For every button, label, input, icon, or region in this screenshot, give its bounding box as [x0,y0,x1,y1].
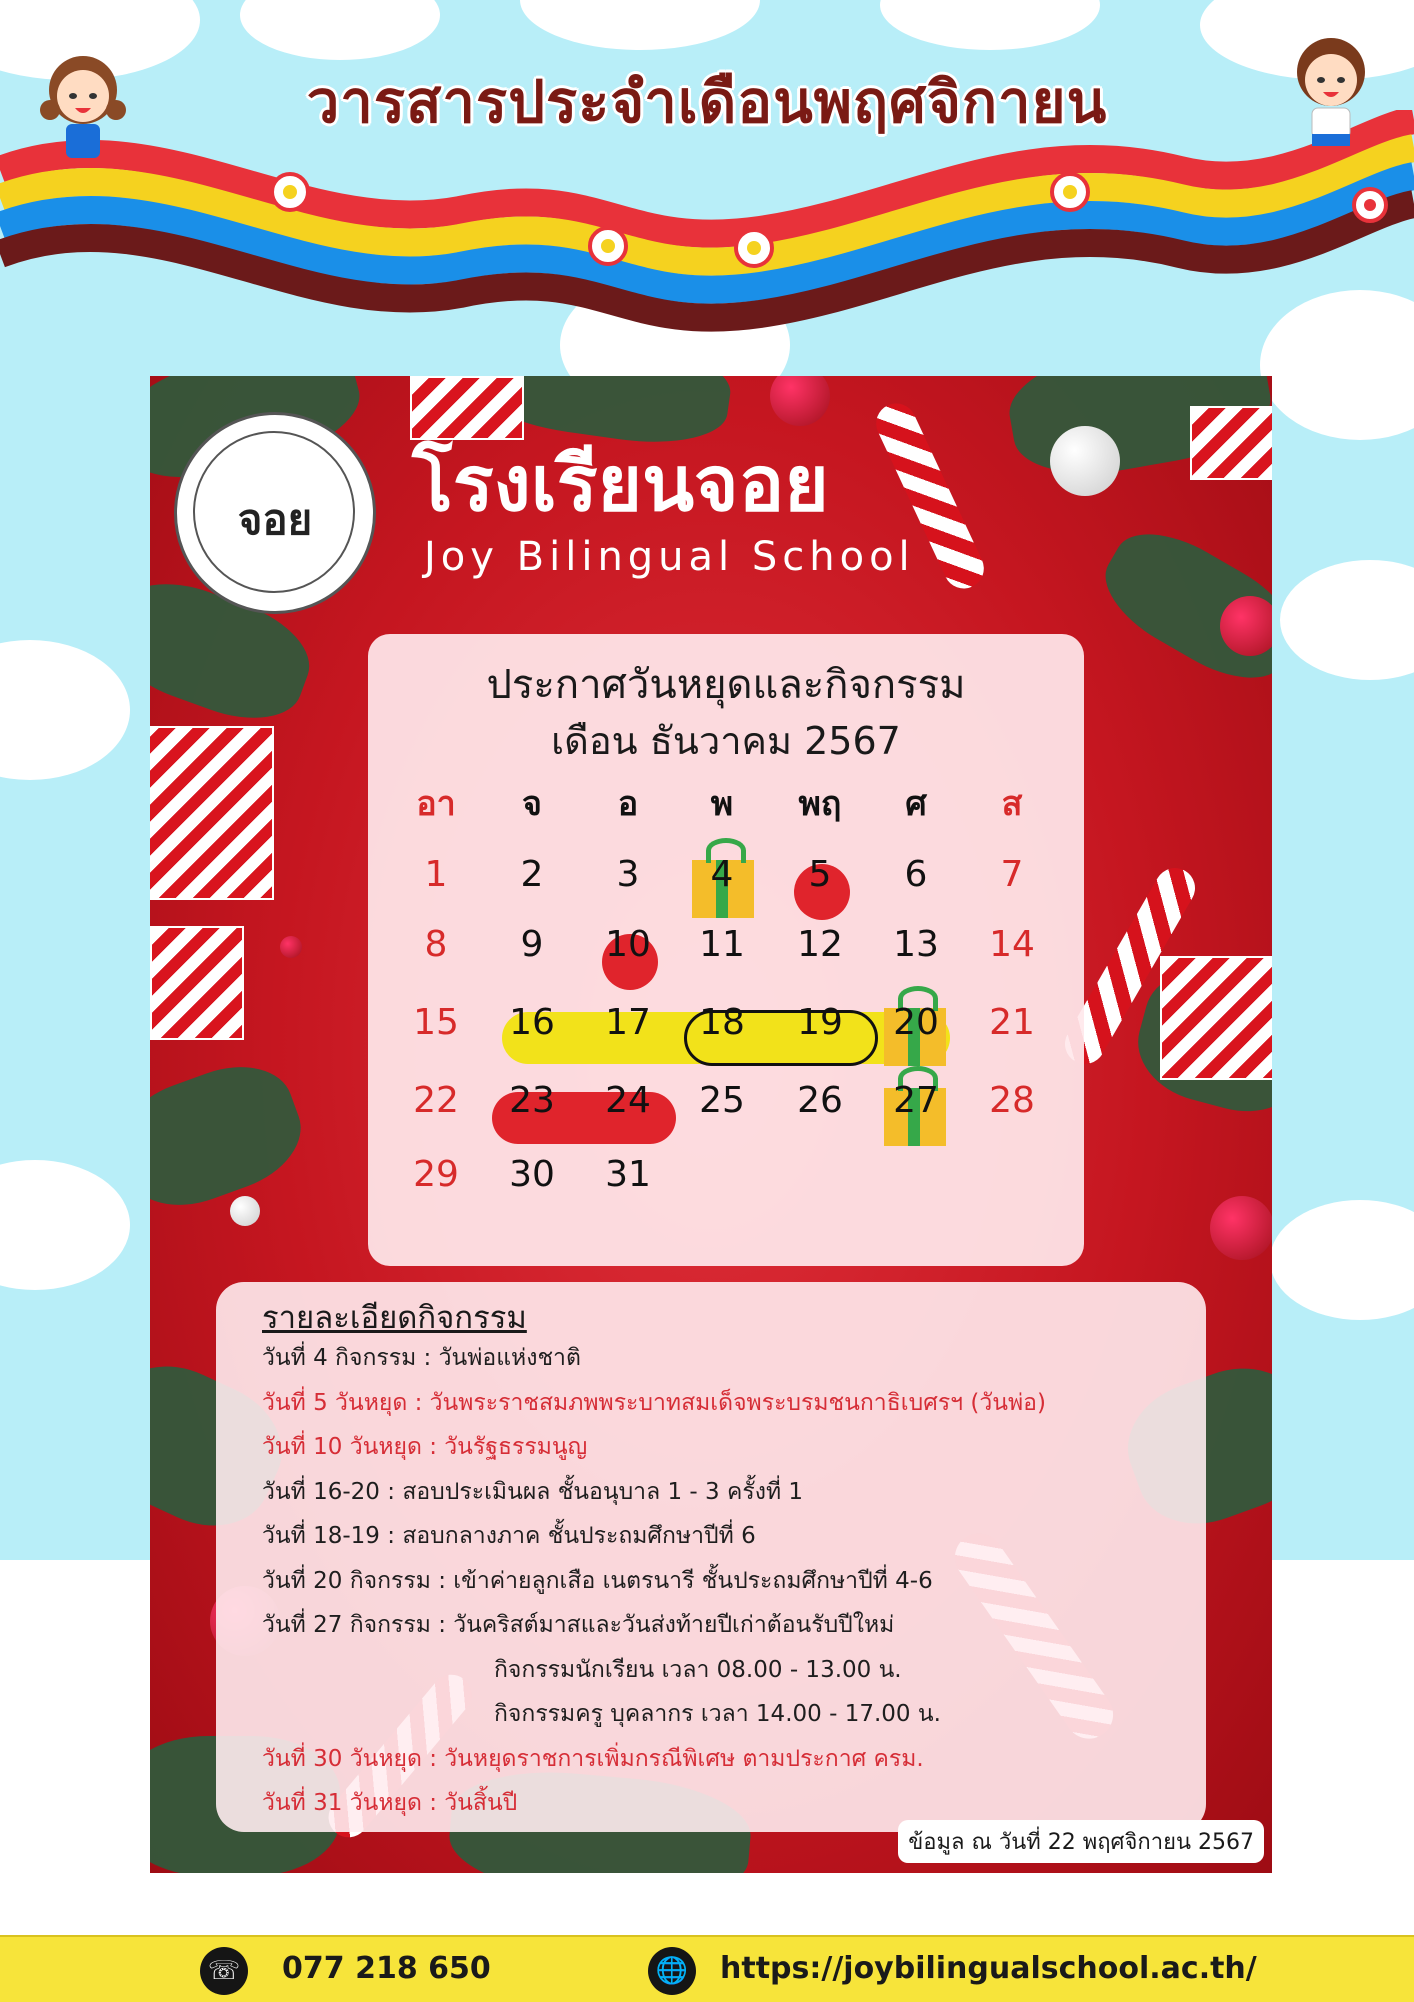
gift-box [1160,956,1272,1080]
footer-bar [0,1935,1414,2002]
calendar-day: 8 [424,924,448,965]
calendar-day: 25 [699,1080,745,1121]
school-seal-logo [174,412,376,614]
calendar-day: 6 [904,854,928,895]
gift-box [150,926,244,1040]
calendar-day: 20 [893,1002,939,1043]
details-heading: รายละเอียดกิจกรรม [262,1300,527,1336]
school-name-english: Joy Bilingual School [424,534,915,580]
weekday-header: อา [416,784,456,824]
page-title: วารสารประจำเดือนพฤศจิกายน [306,68,1108,136]
detail-row: กิจกรรมนักเรียน เวลา 08.00 - 13.00 น. [494,1656,902,1683]
calendar-day: 22 [413,1080,459,1121]
school-name-thai: โรงเรียนจอย [412,439,829,528]
ornament-ball [230,1196,260,1226]
footer-phone[interactable]: 077 218 650 [282,1951,491,1986]
calendar-day: 13 [893,924,939,965]
detail-row: กิจกรรมครู บุคลากร เวลา 14.00 - 17.00 น. [494,1701,941,1727]
calendar-day: 10 [605,924,651,965]
calendar-day: 3 [616,854,640,895]
calendar-day: 16 [509,1002,555,1043]
calendar-day: 29 [413,1154,459,1195]
detail-row: วันที่ 5 วันหยุด : วันพระราชสมภพพระบาทสมเด็จพระบรมชนกาธิเบศรฯ (วันพ่อ) [262,1389,1046,1416]
detail-row: วันที่ 16-20 : สอบประเมินผล ชั้นอนุบาล 1 - 3 ครั้งที่ 1 [262,1478,804,1505]
calendar-day: 11 [699,924,745,965]
calendar-day: 21 [989,1002,1035,1043]
holiday-poster [150,376,1272,1873]
calendar-day: 19 [797,1002,843,1043]
detail-row: วันที่ 31 วันหยุด : วันสิ้นปี [262,1790,518,1816]
calendar-day: 15 [413,1002,459,1043]
calendar-title: ประกาศวันหยุดและกิจกรรม [486,662,966,708]
calendar-day: 12 [797,924,843,965]
calendar-day: 1 [424,854,448,895]
detail-row: วันที่ 18-19 : สอบกลางภาค ชั้นประถมศึกษาปีที่ 6 [262,1523,756,1549]
detail-row: วันที่ 27 กิจกรรม : วันคริสต์มาสและวันส่งท้ายปีเก่าต้อนรับปีใหม่ [262,1612,895,1638]
gift-box [150,726,274,900]
activity-details-panel [216,1282,1206,1832]
calendar-day: 7 [1000,854,1024,895]
calendar-day: 5 [808,854,832,895]
detail-row: วันที่ 4 กิจกรรม : วันพ่อแห่งชาติ [262,1345,581,1371]
calendar-day: 26 [797,1080,843,1121]
weekday-header: จ [522,784,542,824]
weekday-header: พฤ [798,784,842,824]
calendar-day: 28 [989,1080,1035,1121]
calendar-day: 4 [710,854,734,895]
weekday-header: ศ [905,784,927,824]
calendar-day: 14 [989,924,1035,965]
weekday-header: อ [617,784,639,824]
weekday-header: ส [1001,784,1023,824]
calendar-day: 31 [605,1154,651,1195]
gift-box [1190,406,1272,480]
calendar-day: 23 [509,1080,555,1121]
calendar-day: 17 [605,1002,651,1043]
detail-row: วันที่ 30 วันหยุด : วันหยุดราชการเพิ่มกรณีพิเศษ ตามประกาศ ครม. [262,1745,924,1772]
detail-row: วันที่ 20 กิจกรรม : เข้าค่ายลูกเสือ เนตรนารี ชั้นประถมศึกษาปีที่ 4-6 [262,1567,933,1594]
calendar-day: 9 [520,924,544,965]
calendar-panel [368,634,1084,1266]
calendar-month: เดือน ธันวาคม 2567 [551,719,901,763]
weekday-header: พ [710,784,734,824]
calendar-day: 24 [605,1080,651,1121]
data-as-of-note: ข้อมูล ณ วันที่ 22 พฤศจิกายน 2567 [898,1820,1264,1863]
seal-text: จอย [237,495,313,544]
phone-icon: ☏ [200,1947,248,1995]
calendar-day: 2 [520,854,544,895]
calendar-day: 18 [699,1002,745,1043]
ornament-ball [1210,1196,1272,1260]
footer-website-link[interactable]: https://joybilingualschool.ac.th/ [720,1951,1257,1986]
calendar-day: 30 [509,1154,555,1195]
calendar-day: 27 [893,1080,939,1121]
ornament-ball [280,936,302,958]
globe-icon: 🌐 [648,1947,696,1995]
ornament-ball [1050,426,1120,496]
detail-row: วันที่ 10 วันหยุด : วันรัฐธรรมนูญ [262,1434,588,1460]
ornament-ball [1220,596,1272,656]
